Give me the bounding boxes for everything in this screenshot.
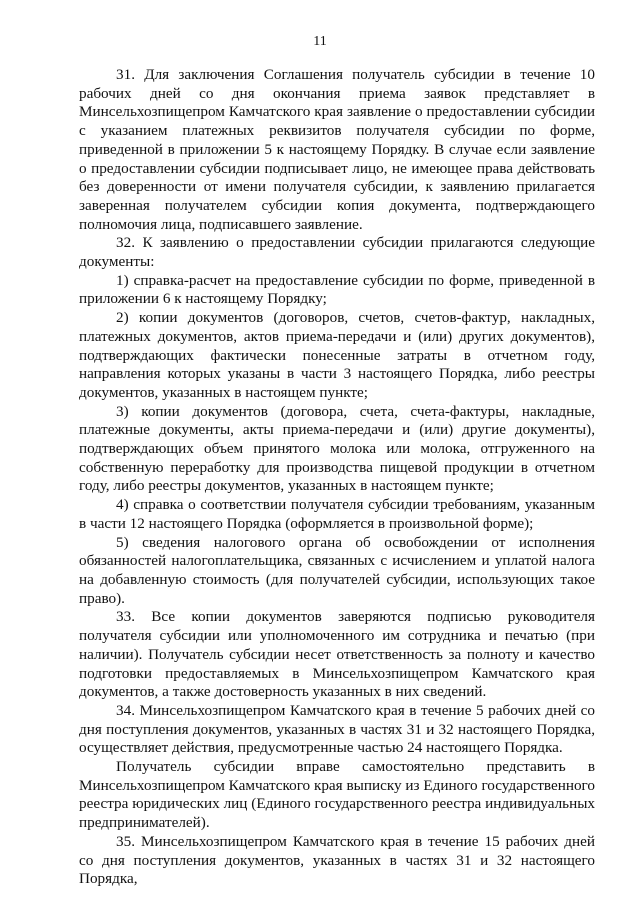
list-item-1: 1) справка-расчет на предоставление субсидии по форме, приведенной в приложении 6 к настоящему Порядку;	[79, 271, 595, 308]
paragraph-32: 32. К заявлению о предоставлении субсидии прилагаются следующие документы:	[79, 234, 595, 271]
paragraph-33: 33. Все копии документов заверяются подписью руководителя получателя субсидии или уполномоченного им сотрудника и печатью (при наличии). Получатель субсидии несет ответственность за полноту и качество подготовки предоставляемых в Минсельхозпищепром Камчатского края документов, а также достоверность указанных в них сведений.	[79, 608, 595, 701]
list-item-3: 3) копии документов (договора, счета, счета-фактуры, накладные, платежные документы, акты приема-передачи и (или) другие документы), подтверждающих объем принятого молока или молока, отгруженного на собственную переработку для производства пищевой продукции в отчетном году, либо реестры документов, указанных в настоящем пункте;	[79, 402, 595, 495]
paragraph-31: 31. Для заключения Соглашения получатель субсидии в течение 10 рабочих дней со дня окончания приема заявок представляет в Минсельхозпищепром Камчатского края заявление о предоставлении субсидии с указанием платежных реквизитов получателя субсидии по форме, приведенной в приложении 5 к настоящему Порядку. В случае если заявление о предоставлении субсидии подписывает лицо, не имеющее права действовать без доверенности от имени получателя субсидии, к заявлению прилагается заверенная получателем субсидии копия документа, подтверждающего полномочия лица, подписавшего заявление.	[79, 66, 595, 233]
list-item-2: 2) копии документов (договоров, счетов, счетов-фактур, накладных, платежных документов, актов приема-передачи и (или) других документов), подтверждающих фактически понесенные затраты в отчетном году, направления которых указаны в части 3 настоящего Порядка, либо реестры документов, указанных в настоящем пункте;	[79, 309, 595, 401]
paragraph-34-continuation: Получатель субсидии вправе самостоятельно представить в Минсельхозпищепром Камчатского края выписку из Единого государственного реестра юридических лиц (Единого государственного реестра индивидуальных предпринимателей).	[79, 758, 595, 832]
page-number: 11	[313, 34, 327, 49]
paragraph-35: 35. Минсельхозпищепром Камчатского края в течение 15 рабочих дней со дня поступления документов, указанных в частях 31 и 32 настоящего Порядка,	[79, 832, 595, 888]
list-item-5: 5) сведения налогового органа об освобождении от исполнения обязанностей налогоплательщика, связанных с исчислением и уплатой налога на добавленную стоимость (для получателей субсидии, использующих такое право).	[79, 533, 595, 607]
paragraph-34: 34. Минсельхозпищепром Камчатского края в течение 5 рабочих дней со дня поступления документов, указанных в частях 31 и 32 настоящего Порядка, осуществляет действия, предусмотренные частью 24 настоящего Порядка.	[79, 701, 595, 757]
document-body	[79, 66, 595, 889]
list-item-4: 4) справка о соответствии получателя субсидии требованиям, указанным в части 12 настоящего Порядка (оформляется в произвольной форме);	[79, 496, 595, 532]
